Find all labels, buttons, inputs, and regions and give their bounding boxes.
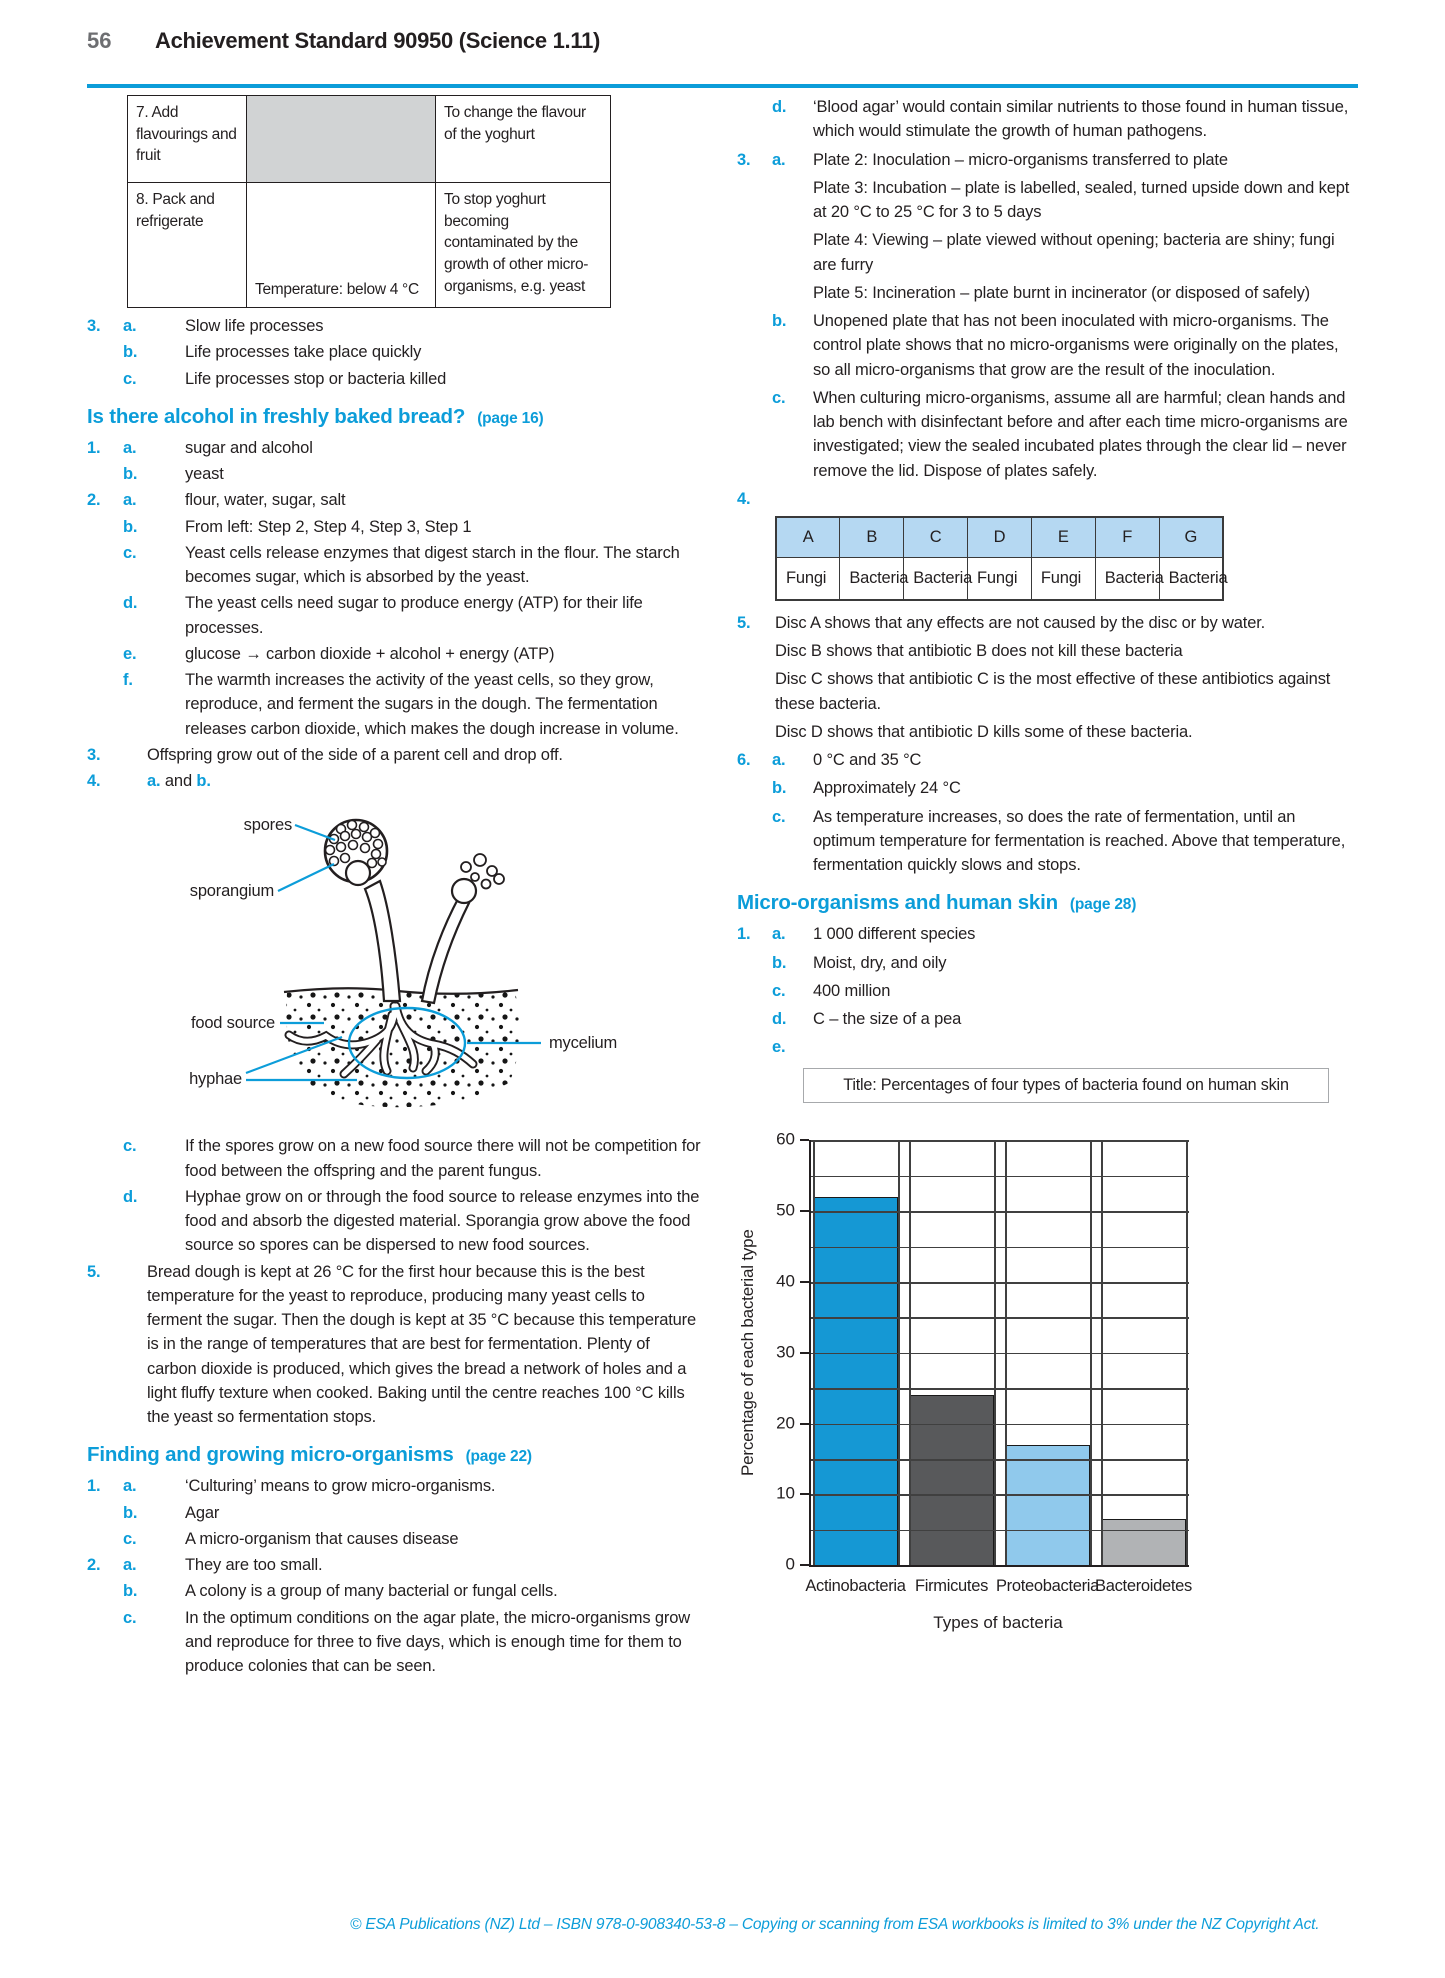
y-tick-label: 50 xyxy=(776,1200,795,1220)
gridline-v xyxy=(813,1140,815,1565)
answer-row: c. Yeast cells release enzymes that digest starch in the flour. The starch becomes sugar, which is absorbed by the yeast. xyxy=(87,541,703,590)
answer-row xyxy=(737,148,1358,306)
y-tick-label: 30 xyxy=(776,1342,795,1362)
gridline-h xyxy=(811,1247,1189,1249)
right-column xyxy=(737,95,1358,1668)
section-heading-bread xyxy=(87,405,703,429)
answer-letter: b. xyxy=(123,1582,138,1601)
answer-row: c. 400 million xyxy=(737,979,1358,1003)
answer-paragraph: Disc B shows that antibiotic B does not kill these bacteria xyxy=(775,642,1183,660)
answer-letter: b. xyxy=(772,953,787,972)
answer-letter: a. xyxy=(123,491,137,510)
answer-letter: a. xyxy=(772,925,786,944)
y-tick-mark xyxy=(800,1352,809,1354)
answer-row: b. Approximately 24 °C xyxy=(737,776,1358,800)
answer-number: 4. xyxy=(87,772,101,790)
answer-row: c. If the spores grow on a new food source there will not be competition for food between the offspring and the parent fungus. xyxy=(87,1134,703,1183)
table-cell: Fungi xyxy=(1031,557,1095,600)
answer-row xyxy=(737,1035,1358,1058)
food-source-soil xyxy=(286,989,519,1107)
gridline-h xyxy=(811,1282,1189,1284)
answer-row: c. Life processes stop or bacteria killed xyxy=(87,367,703,391)
antibiotic-disc-table xyxy=(775,516,1228,601)
table-header-cell: B xyxy=(840,517,904,558)
yoghurt-steps-table xyxy=(127,95,611,308)
gridline-h xyxy=(811,1530,1189,1532)
answer-letter: c. xyxy=(123,543,137,562)
answer-list xyxy=(737,748,1358,877)
page-reference: (page 28) xyxy=(1069,896,1137,914)
page-title: Achievement Standard 90950 (Science 1.11) xyxy=(155,28,601,53)
answer-paragraph: Plate 5: Incineration – plate burnt in incinerator (or disposed of safely) xyxy=(813,283,1311,302)
gridline-v xyxy=(898,1140,900,1565)
answer-number: 1. xyxy=(737,925,751,944)
answer-number: 3. xyxy=(87,317,101,335)
section-heading-text: Is there alcohol in freshly baked bread? xyxy=(87,404,466,428)
gridline-v xyxy=(1005,1140,1007,1565)
sporangiophore-stalk xyxy=(365,881,400,1001)
table-header-row xyxy=(776,517,1223,558)
answer-letter: a. xyxy=(123,317,137,335)
label-hyphae: hyphae xyxy=(189,1070,242,1089)
answer-letter: b. xyxy=(123,465,138,483)
answer-number: 1. xyxy=(87,1477,101,1496)
answer-row: c. A micro-organism that causes disease xyxy=(87,1527,703,1551)
answer-paragraph: Disc C shows that antibiotic C is the most effective of these antibiotics against these bacteria. xyxy=(775,670,1331,713)
bar-firmicutes xyxy=(909,1395,994,1565)
answer-number: 4. xyxy=(737,489,751,508)
y-axis-label: Percentage of each bacterial type xyxy=(738,1229,757,1477)
answer-letter: e. xyxy=(123,644,137,663)
answer-paragraph: Plate 4: Viewing – plate viewed without opening; bacteria are shiny; fungi are furry xyxy=(813,231,1335,274)
chart-title: Title: Percentages of four types of bacteria found on human skin xyxy=(803,1068,1329,1103)
y-tick-label: 40 xyxy=(776,1271,795,1291)
answer-row: c. In the optimum conditions on the agar plate, the micro-organisms grow and reproduce for three to five days, which is enough time for them to produce colonies that can be seen. xyxy=(87,1606,703,1679)
table-cell: Bacteria xyxy=(1095,557,1159,600)
answer-row: 2. a. flour, water, sugar, salt xyxy=(87,488,703,512)
answer-number: 6. xyxy=(737,751,751,769)
answer-letter: e. xyxy=(772,1038,786,1057)
answer-letter: b. xyxy=(123,343,138,362)
footer-copyright: © ESA Publications (NZ) Ltd – ISBN 978-0-908340-53-8 – Copying or scanning from ESA workbooks is limited to 3% under the NZ Copyright Act. xyxy=(350,1916,1320,1933)
fungus-diagram xyxy=(137,803,667,1121)
gridline-h xyxy=(811,1459,1189,1461)
x-axis-label: Types of bacteria xyxy=(933,1613,1063,1633)
answer-row: b. yeast xyxy=(87,462,703,486)
answer-letter: b. xyxy=(772,312,787,330)
page-reference: (page 16) xyxy=(477,409,544,427)
answer-letter: a. xyxy=(772,150,786,169)
answer-letter: c. xyxy=(123,1137,137,1156)
answer-list xyxy=(737,611,1358,744)
gridline-h xyxy=(811,1176,1189,1178)
bar-bacteroidetes xyxy=(1101,1519,1186,1565)
label-sporangium: sporangium xyxy=(189,882,274,901)
answer-number: 3. xyxy=(87,745,101,764)
label-mycelium: mycelium xyxy=(549,1034,618,1053)
answer-row: d. C – the size of a pea xyxy=(737,1007,1358,1031)
answer-letter: b. xyxy=(772,779,787,798)
section-heading-skin xyxy=(737,891,1358,915)
gridline-h xyxy=(811,1494,1189,1496)
section-heading-finding xyxy=(87,1443,703,1467)
y-tick-mark xyxy=(800,1210,809,1212)
answer-row: b. Agar xyxy=(87,1501,703,1525)
x-tick-label: Bacteroidetes xyxy=(1095,1577,1192,1596)
answer-row: 1. a. ‘Culturing’ means to grow micro-organisms. xyxy=(87,1474,703,1498)
answer-row: b. Unopened plate that has not been inoculated with micro-organisms. The control plate shows that no micro-organisms were originally on the plates, so all micro-organisms that grow are the result of the inoculation. xyxy=(737,309,1358,382)
table-cell-condition xyxy=(247,96,436,183)
gridline-v xyxy=(994,1140,996,1565)
gridline-h xyxy=(811,1317,1189,1319)
gridline-h xyxy=(811,1211,1189,1213)
table-cell-condition: Temperature: below 4 °C xyxy=(247,183,436,308)
y-tick-mark xyxy=(800,1423,809,1425)
answer-letter: c. xyxy=(123,369,137,388)
answer-list xyxy=(737,95,1358,510)
table-cell: Fungi xyxy=(776,557,840,600)
second-stalk xyxy=(422,897,469,1003)
answer-letter: d. xyxy=(123,594,138,613)
answer-letter: c. xyxy=(123,1608,137,1627)
answer-row: b. Moist, dry, and oily xyxy=(737,951,1358,975)
table-cell-step: 7. Add flavourings and fruit xyxy=(128,96,247,183)
y-tick-mark xyxy=(800,1281,809,1283)
table-cell: Bacteria xyxy=(1159,557,1223,600)
answer-letter: a. xyxy=(123,1556,137,1574)
answer-letter: c. xyxy=(772,388,786,407)
answer-row: d. Hyphae grow on or through the food source to release enzymes into the food and absorb the digested material. Sporangia grow above the food source so spores can be dispersed to new food sources. xyxy=(87,1185,703,1258)
bar-actinobacteria xyxy=(813,1197,898,1565)
x-tick-label: Actinobacteria xyxy=(805,1577,906,1596)
y-tick-mark xyxy=(800,1564,809,1566)
answer-row: b. A colony is a group of many bacterial or fungal cells. xyxy=(87,1579,703,1603)
answer-letter: d. xyxy=(123,1187,138,1206)
answer-list xyxy=(87,436,703,794)
table-cell: Bacteria xyxy=(904,557,968,600)
table-cell: Bacteria xyxy=(840,557,904,600)
answer-paragraph: Disc A shows that any effects are not caused by the disc or by water. xyxy=(775,613,1266,632)
table-header-cell: F xyxy=(1095,517,1159,558)
answer-row: f. The warmth increases the activity of the yeast cells, so they grow, reproduce, and ferment the sugars in the dough. The fermentation releases carbon dioxide, which makes the dough increase in volume. xyxy=(87,668,703,741)
table-cell: Fungi xyxy=(968,557,1032,600)
answer-row: 5. Bread dough is kept at 26 °C for the first hour because this is the best temperature for the yeast to reproduce, producing many yeast cells to ferment the sugar. Then the dough is kept at 35 °C because this temperature is in the range of temperatures that are best for fermentation. Plenty of carbon dioxide is produced, which gives the bread a network of holes and a light fluffy texture when cooked. Baking until the centre reaches 100 °C kills the yeast so fermentation stops. xyxy=(87,1260,703,1430)
y-tick-label: 10 xyxy=(776,1484,795,1504)
gridline-h xyxy=(811,1388,1189,1390)
answer-row: d. ‘Blood agar’ would contain similar nutrients to those found in human tissue, which would stimulate the growth of human pathogens. xyxy=(737,95,1358,144)
answer-row: d. The yeast cells need sugar to produce energy (ATP) for their life processes. xyxy=(87,591,703,640)
gridline-h xyxy=(811,1424,1189,1426)
chart-plot-area xyxy=(776,1129,1192,1596)
answer-row: c. As temperature increases, so does the rate of fermentation, until an optimum temperature for fermentation is reached. Above that temperature, fermentation quickly slows and stops. xyxy=(737,805,1358,878)
answer-letter: a. xyxy=(123,1477,137,1496)
header-rule xyxy=(87,84,1358,88)
answer-letter: c. xyxy=(123,1529,137,1548)
table-row xyxy=(776,557,1223,600)
gridline-h xyxy=(811,1353,1189,1355)
y-tick-mark xyxy=(800,1139,809,1141)
answer-row: 3. Offspring grow out of the side of a parent cell and drop off. xyxy=(87,743,703,767)
section-heading-text: Finding and growing micro-organisms xyxy=(87,1443,454,1467)
table-row xyxy=(128,96,611,183)
columella xyxy=(346,861,370,885)
answer-number: 1. xyxy=(87,438,101,457)
answer-letter: a. xyxy=(772,751,786,769)
y-tick-label: 60 xyxy=(776,1129,795,1149)
label-food-source: food source xyxy=(190,1014,275,1033)
answer-paragraph: Disc D shows that antibiotic D kills some of these bacteria. xyxy=(775,722,1193,741)
answer-number: 2. xyxy=(87,1556,101,1574)
answer-letter: f. xyxy=(123,671,133,689)
x-tick-label: Firmicutes xyxy=(914,1577,989,1596)
answer-row: c. When culturing micro-organisms, assume all are harmful; clean hands and lab bench with disinfectant before and after each time micro-organisms are investigated; view the sealed incubated plates through the clear lid – never remove the lid. Dispose of plates safely. xyxy=(737,386,1358,483)
answer-letter: d. xyxy=(772,1010,787,1028)
gridline-v xyxy=(1101,1140,1103,1565)
answer-list xyxy=(737,922,1358,1058)
answer-row: b. Life processes take place quickly xyxy=(87,340,703,364)
y-tick-mark xyxy=(800,1493,809,1495)
answer-row: b. From left: Step 2, Step 4, Step 3, Step 1 xyxy=(87,515,703,539)
answer-letter: b. xyxy=(123,517,138,536)
answer-row: e. glucose → carbon dioxide + alcohol + energy (ATP) xyxy=(87,642,703,666)
gridline-v xyxy=(909,1140,911,1565)
answer-row: 1. a. 1 000 different species xyxy=(737,922,1358,946)
answer-list xyxy=(87,314,703,391)
y-tick-label: 0 xyxy=(785,1554,795,1574)
section-heading-text: Micro-organisms and human skin xyxy=(737,891,1058,915)
gridline-v xyxy=(1090,1140,1092,1565)
page-reference: (page 22) xyxy=(465,1448,532,1466)
bacteria-bar-chart xyxy=(737,1068,1358,1668)
table-cell-reason: To change the flavour of the yoghurt xyxy=(436,96,611,183)
answer-row xyxy=(737,487,1358,510)
answer-number: 2. xyxy=(87,491,101,510)
page-number: 56 xyxy=(87,28,112,53)
table-header-cell: E xyxy=(1031,517,1095,558)
x-tick-label: Proteobacteria xyxy=(995,1577,1100,1596)
answer-row: 2. a. They are too small. xyxy=(87,1553,703,1577)
table-header-cell: A xyxy=(776,517,840,558)
answer-letter: a. xyxy=(123,438,137,457)
gridline-h xyxy=(811,1140,1189,1142)
table-header-cell: D xyxy=(968,517,1032,558)
answer-number: 5. xyxy=(87,1262,101,1281)
answer-letter: b. xyxy=(123,1503,138,1522)
answer-row: 1. a. sugar and alcohol xyxy=(87,436,703,460)
answer-letter: d. xyxy=(772,98,787,116)
answer-number: 5. xyxy=(737,613,751,632)
answer-row: 4. a. and b. xyxy=(87,769,703,793)
answer-paragraph: Plate 3: Incubation – plate is labelled, sealed, turned upside down and kept at 20 °C to 25 °C for 3 to 5 days xyxy=(813,178,1350,221)
bar-proteobacteria xyxy=(1005,1445,1090,1565)
table-header-cell: G xyxy=(1159,517,1223,558)
answer-row: 3. a. Slow life processes xyxy=(87,314,703,338)
answer-number: 3. xyxy=(737,150,751,169)
left-column xyxy=(87,95,703,1680)
answer-letter: c. xyxy=(772,807,786,826)
table-row xyxy=(128,183,611,308)
answer-row xyxy=(737,611,1358,744)
table-cell-step: 8. Pack and refrigerate xyxy=(128,183,247,308)
table-cell-reason: To stop yoghurt becoming contaminated by the growth of other micro-organisms, e.g. yeast xyxy=(436,183,611,308)
answer-list xyxy=(87,1474,703,1678)
answer-paragraph: Plate 2: Inoculation – micro-organisms transferred to plate xyxy=(813,150,1228,169)
gridline-v xyxy=(1186,1140,1188,1565)
table-header-cell: C xyxy=(904,517,968,558)
answer-row: 6. a. 0 °C and 35 °C xyxy=(737,748,1358,772)
label-spores: spores xyxy=(243,816,292,835)
y-tick-label: 20 xyxy=(776,1413,795,1433)
answer-list xyxy=(87,1134,703,1429)
answer-letter: c. xyxy=(772,981,786,1000)
